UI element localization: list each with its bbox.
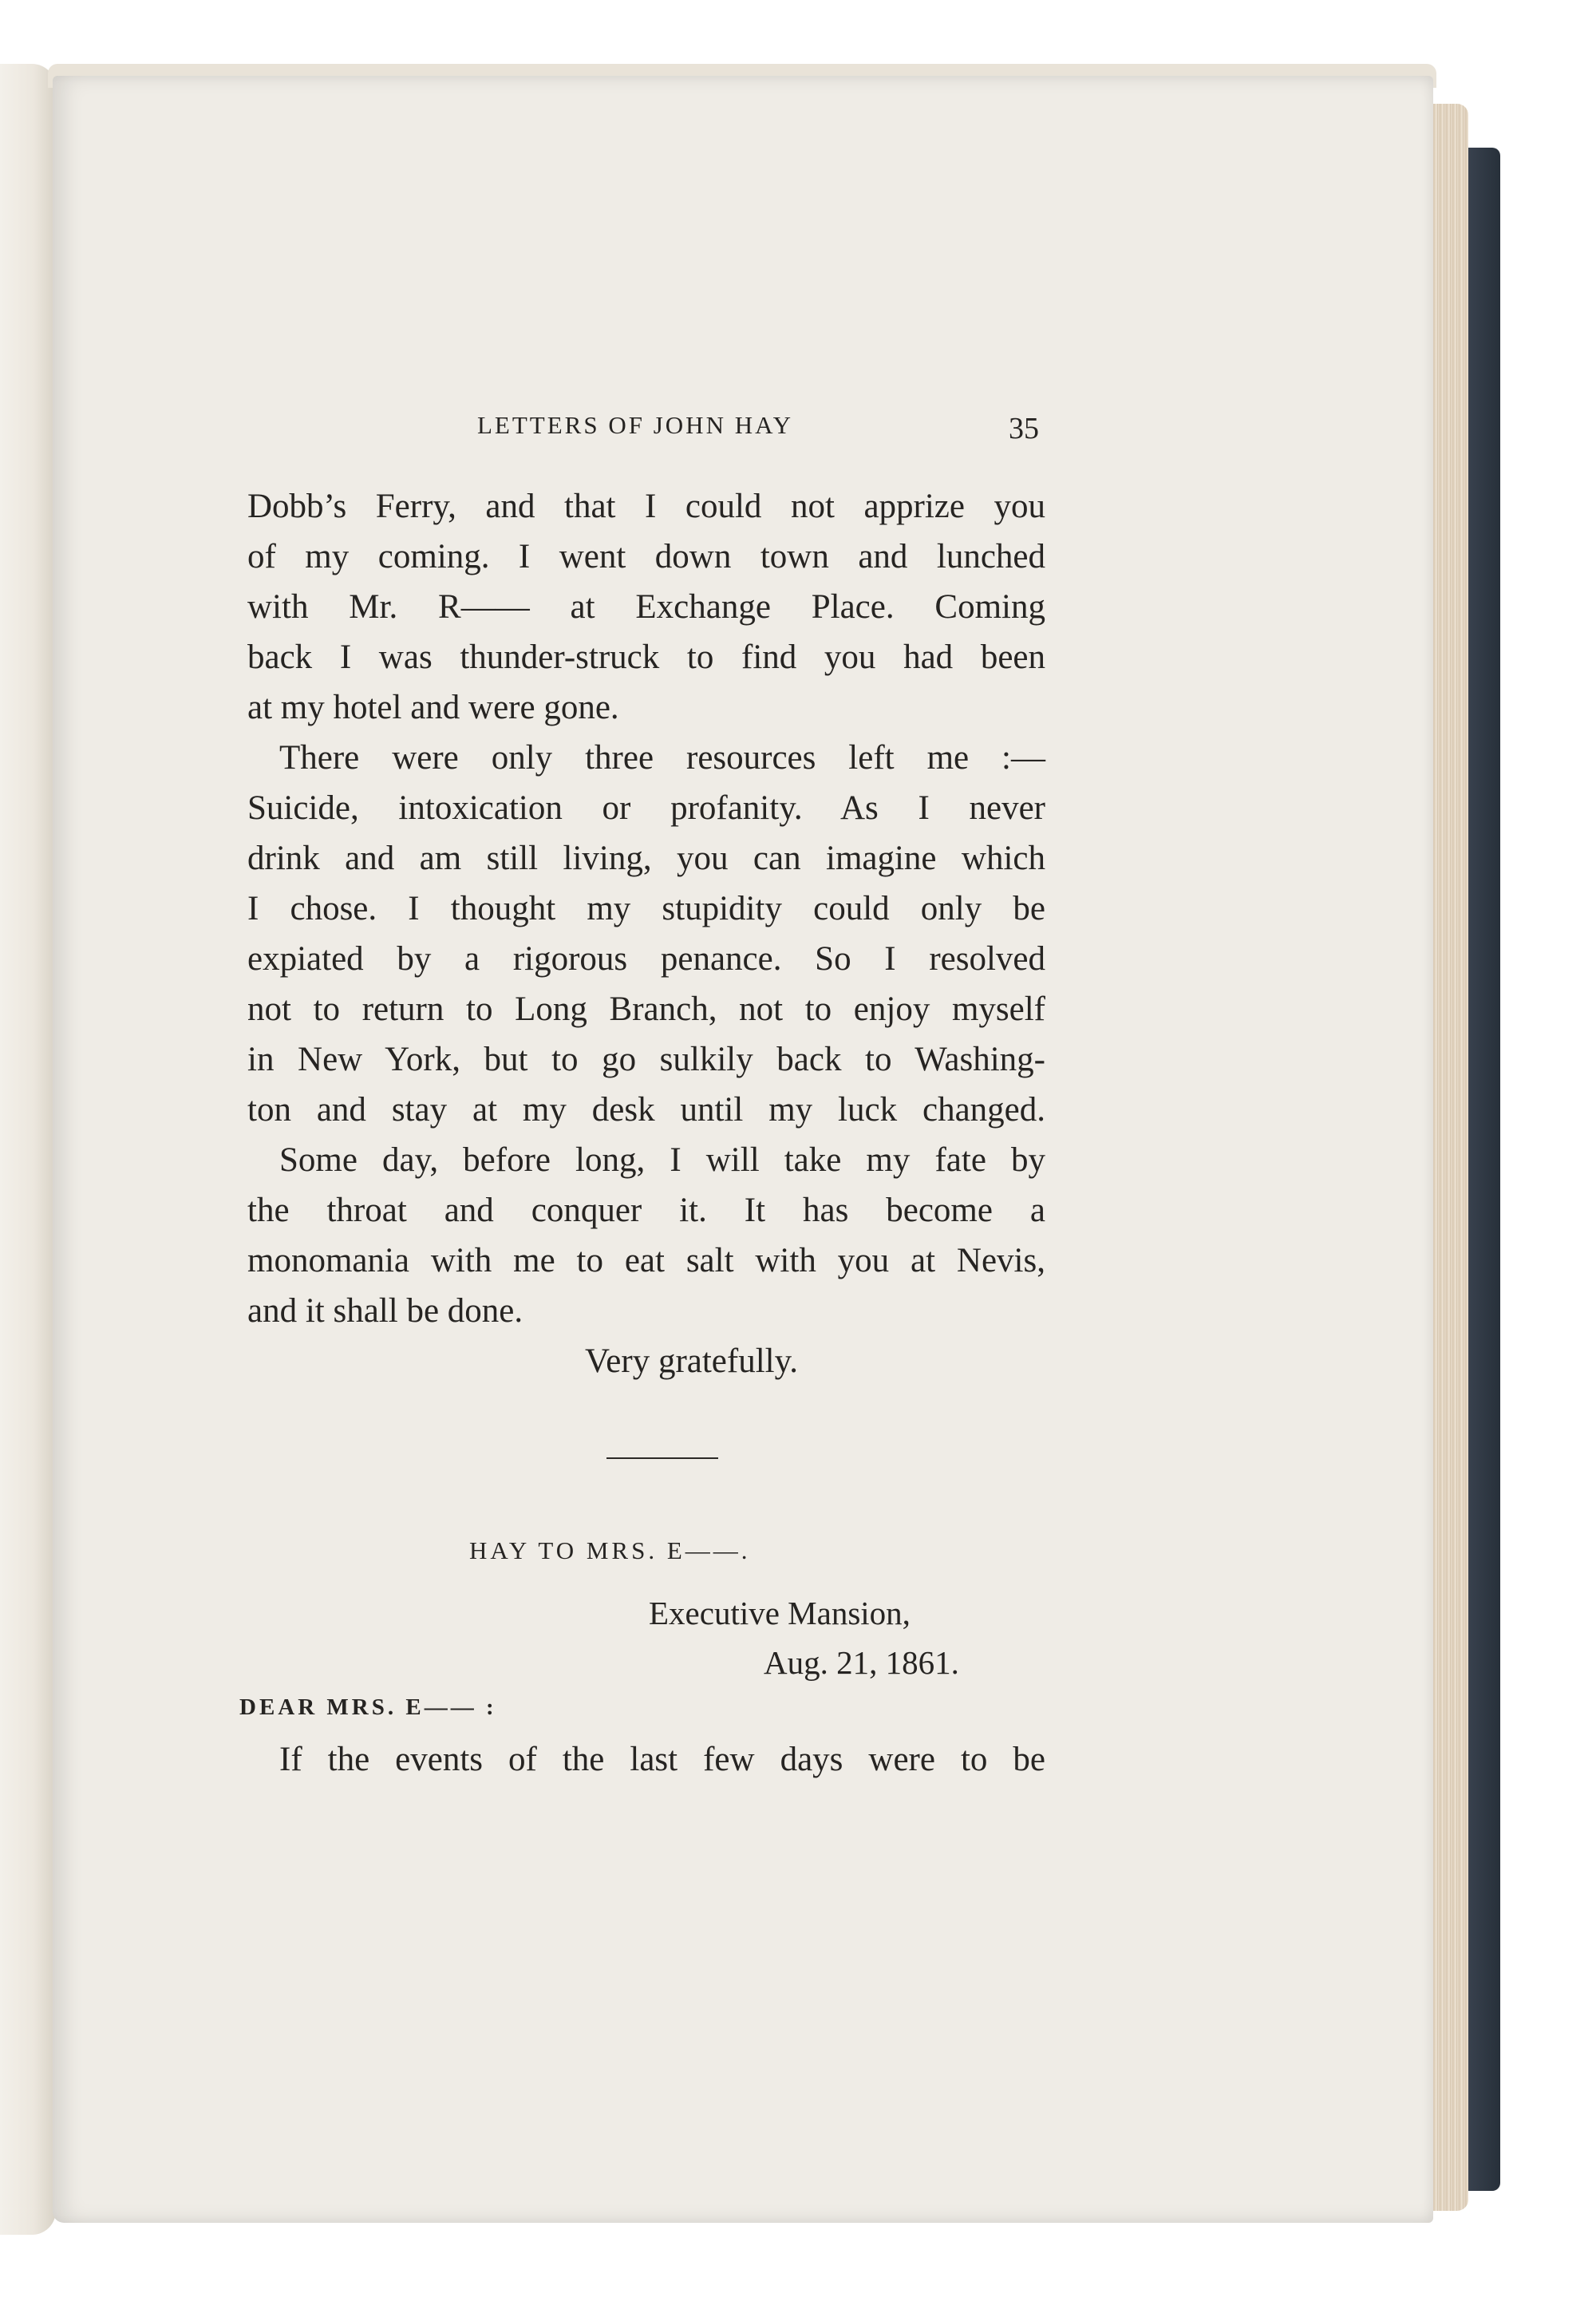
body-line: If the events of the last few days were to be	[279, 1741, 1045, 1778]
dateline-place: Executive Mansion,	[649, 1595, 911, 1631]
body-line: expiated by a rigorous penance. So I resolved	[247, 940, 1045, 978]
body-line: There were only three resources left me :—	[279, 739, 1045, 777]
dateline-date: Aug. 21, 1861.	[764, 1644, 959, 1681]
body-line: back I was thunder-struck to find you had been	[247, 639, 1045, 676]
body-line: Dobb’s Ferry, and that I could not apprize you	[247, 488, 1045, 525]
body-line: and it shall be done.	[247, 1292, 523, 1330]
body-line: Some day, before long, I will take my fate by	[279, 1141, 1045, 1179]
body-line: drink and am still living, you can imagine which	[247, 840, 1045, 877]
body-line: I chose. I thought my stupidity could only be	[247, 890, 1045, 927]
body-line: the throat and conquer it. It has become a	[247, 1192, 1045, 1229]
body-line: not to return to Long Branch, not to enjoy myself	[247, 990, 1045, 1028]
body-line: Suicide, intoxication or profanity. As I never	[247, 789, 1045, 827]
body-line: in New York, but to go sulkily back to Washing-	[247, 1041, 1045, 1078]
salutation: DEAR MRS. E—— :	[239, 1694, 497, 1720]
body-line: of my coming. I went down town and lunched	[247, 538, 1045, 575]
body-line: monomania with me to eat salt with you at Nevis,	[247, 1242, 1045, 1279]
closing: Very gratefully.	[585, 1342, 799, 1380]
left-page-edge	[0, 64, 56, 2235]
page-number: 35	[1009, 412, 1039, 445]
section-divider	[606, 1457, 718, 1459]
body-line: at my hotel and were gone.	[247, 689, 619, 726]
running-head: LETTERS OF JOHN HAY	[477, 411, 794, 439]
body-line: ton and stay at my desk until my luck changed.	[247, 1091, 1045, 1129]
letter-heading: HAY TO MRS. E——.	[469, 1536, 751, 1564]
body-line: with Mr. R—— at Exchange Place. Coming	[247, 588, 1045, 626]
